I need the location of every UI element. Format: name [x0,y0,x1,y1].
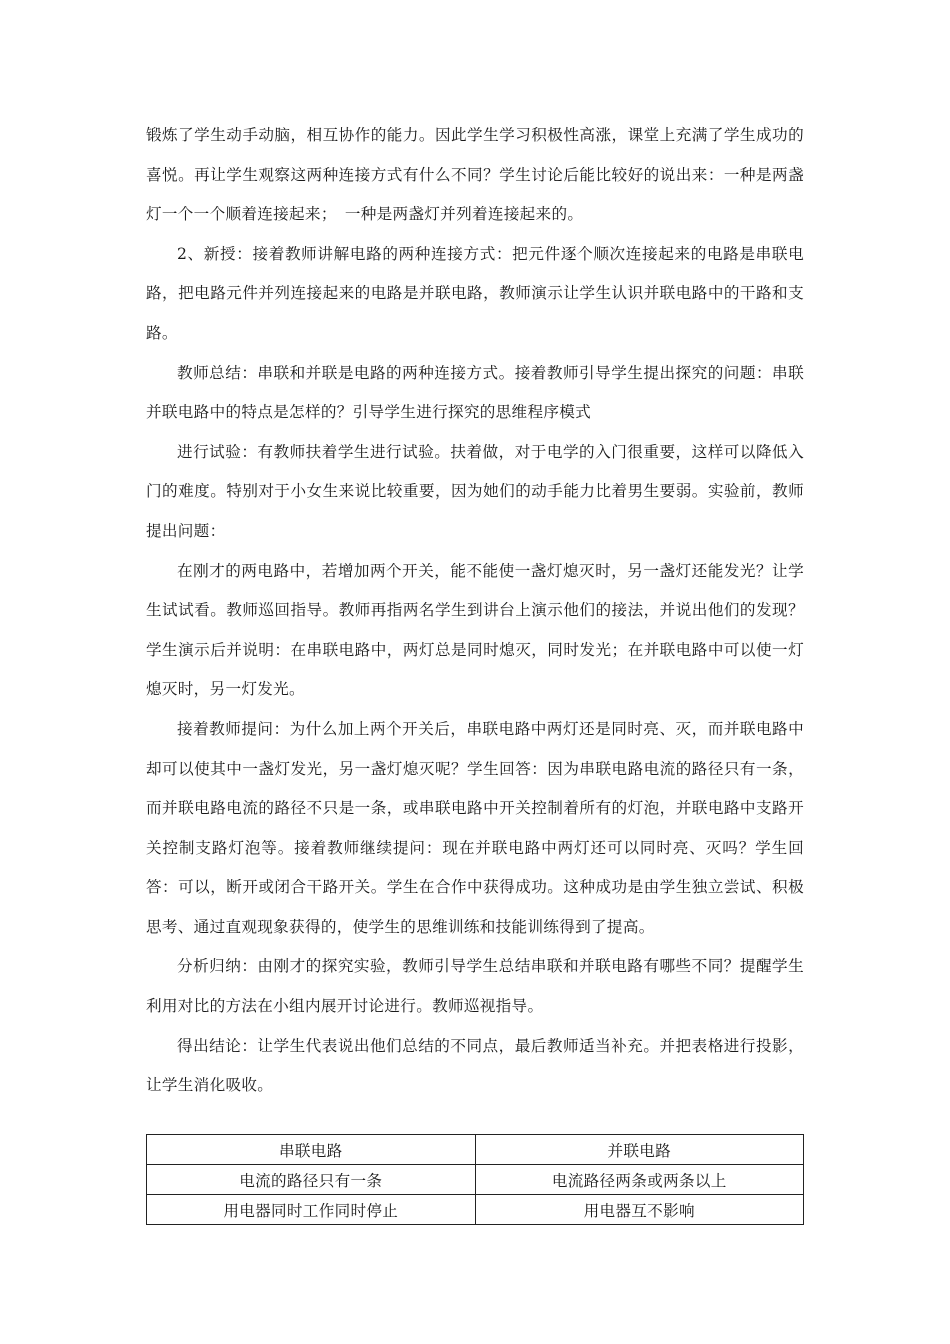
paragraph: 2、新授：接着教师讲解电路的两种连接方式：把元件逐个顺次连接起来的电路是串联电路，把电路元件并列连接起来的电路是并联电路，教师演示让学生认识并联电路中的干路和支路。 [146,244,804,342]
table-cell: 用电器同时工作同时停止 [147,1195,476,1225]
table-cell: 用电器互不影响 [475,1195,804,1225]
paragraph: 分析归纳：由刚才的探究实验，教师引导学生总结串联和并联电路有哪些不同？提醒学生利用对比的方法在小组内展开讨论进行。教师巡视指导。 [146,957,804,1016]
table-header-row [147,1135,804,1165]
paragraph: 在刚才的两电路中，若增加两个开关，能不能使一盏灯熄灭时，另一盏灯还能发光？让学生试试看。教师巡回指导。教师再指两名学生到讲台上演示他们的接法，并说出他们的发现？学生演示后并说明：在串联电路中，两灯总是同时熄灭，同时发光；在并联电路中可以使一灯熄灭时，另一灯发光。 [146,561,804,699]
paragraph: 教师总结：串联和并联是电路的两种连接方式。接着教师引导学生提出探究的问题：串联并联电路中的特点是怎样的？引导学生进行探究的思维程序模式 [146,363,804,422]
comparison-table [146,1134,804,1225]
table-row [147,1165,804,1195]
table-cell: 电流的路径只有一条 [147,1165,476,1195]
paragraph: 锻炼了学生动手动脑，相互协作的能力。因此学生学习积极性高涨，课堂上充满了学生成功的喜悦。再让学生观察这两种连接方式有什么不同？学生讨论后能比较好的说出来：一种是两盏灯一个一个顺着连接起来； 一种是两盏灯并列着连接起来的。 [146,126,804,224]
paragraph: 进行试验：有教师扶着学生进行试验。扶着做，对于电学的入门很重要，这样可以降低入门的难度。特别对于小女生来说比较重要，因为她们的动手能力比着男生要弱。实验前，教师提出问题： [146,442,804,540]
paragraph: 得出结论：让学生代表说出他们总结的不同点，最后教师适当补充。并把表格进行投影，让学生消化吸收。 [146,1036,804,1095]
document-body [146,116,804,1106]
table-header-cell: 并联电路 [475,1135,804,1165]
table-cell: 电流路径两条或两条以上 [475,1165,804,1195]
paragraph: 接着教师提问：为什么加上两个开关后，串联电路中两灯还是同时亮、灭，而并联电路中却可以使其中一盏灯发光，另一盏灯熄灭呢？学生回答：因为串联电路电流的路径只有一条，而并联电路电流的路径不只是一条，或串联电路中开关控制着所有的灯泡，并联电路中支路开关控制支路灯泡等。接着教师继续提问：现在并联电路中两灯还可以同时亮、灭吗？学生回答：可以，断开或闭合干路开关。学生在合作中获得成功。这种成功是由学生独立尝试、积极思考、通过直观现象获得的，使学生的思维训练和技能训练得到了提高。 [146,719,804,936]
table-row [147,1195,804,1225]
table-header-cell: 串联电路 [147,1135,476,1165]
